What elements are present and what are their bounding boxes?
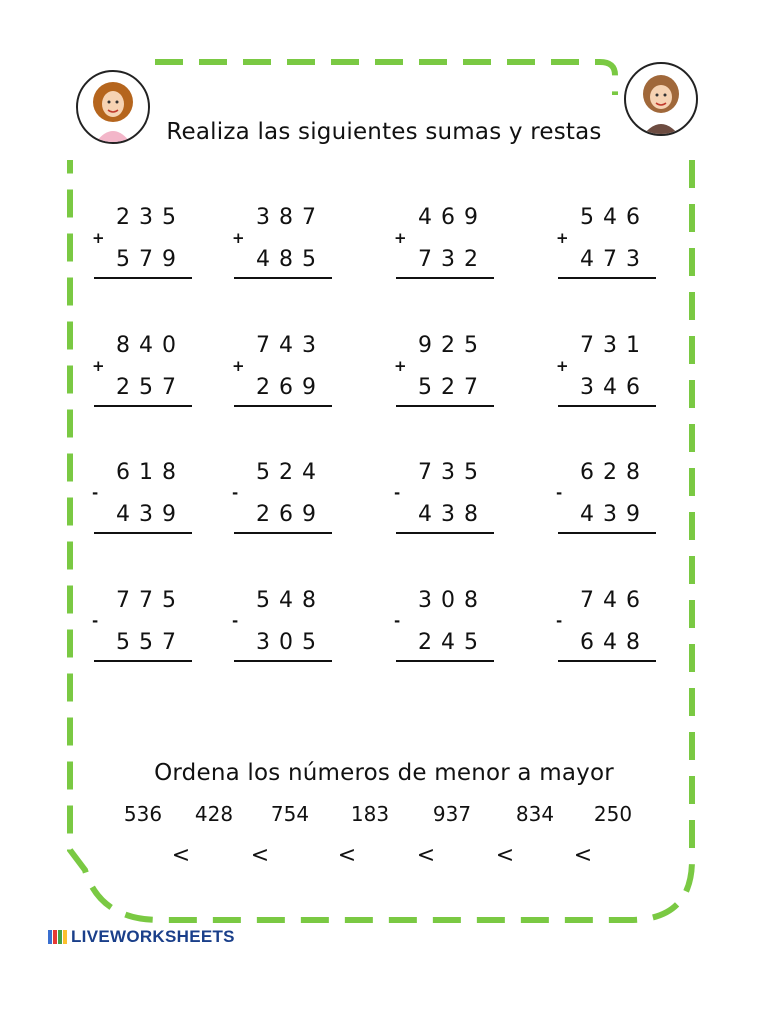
answer-line — [396, 277, 494, 279]
bottom-number: 732 — [418, 247, 487, 272]
answer-line — [234, 660, 332, 662]
brand-name: LIVEWORKSHEETS — [71, 927, 235, 946]
bottom-number: 485 — [256, 247, 325, 272]
math-problem — [232, 588, 348, 668]
top-number: 746 — [580, 588, 649, 613]
brand-logo-icon — [48, 930, 67, 944]
math-problem — [556, 205, 672, 285]
order-number: 250 — [593, 802, 633, 826]
top-number: 235 — [116, 205, 185, 230]
plus-sign: + — [394, 357, 407, 375]
bottom-number: 527 — [418, 375, 487, 400]
answer-line — [396, 660, 494, 662]
minus-sign: - — [394, 612, 401, 630]
worksheet-title: Realiza las siguientes sumas y restas — [166, 119, 602, 145]
math-problem — [92, 333, 208, 413]
answer-line — [234, 277, 332, 279]
top-number: 840 — [116, 333, 185, 358]
top-number: 925 — [418, 333, 487, 358]
answer-line — [558, 277, 656, 279]
answer-line — [558, 660, 656, 662]
liveworksheets-brand — [48, 927, 235, 947]
bottom-number: 557 — [116, 630, 185, 655]
order-number: 536 — [123, 802, 163, 826]
top-number: 735 — [418, 460, 487, 485]
minus-sign: - — [394, 484, 401, 502]
math-problem — [394, 333, 510, 413]
order-number: 937 — [432, 802, 472, 826]
top-number: 618 — [116, 460, 185, 485]
answer-line — [558, 532, 656, 534]
bottom-number: 269 — [256, 375, 325, 400]
order-number: 754 — [270, 802, 310, 826]
bottom-number: 269 — [256, 502, 325, 527]
math-problem — [394, 588, 510, 668]
bottom-number: 648 — [580, 630, 649, 655]
minus-sign: - — [232, 484, 239, 502]
answer-line — [558, 405, 656, 407]
plus-sign: + — [556, 229, 569, 247]
less-than-sign: < — [573, 843, 593, 868]
order-number: 428 — [194, 802, 234, 826]
minus-sign: - — [556, 484, 563, 502]
top-number: 548 — [256, 588, 325, 613]
math-problem — [92, 205, 208, 285]
plus-sign: + — [394, 229, 407, 247]
minus-sign: - — [92, 612, 99, 630]
bottom-number: 438 — [418, 502, 487, 527]
top-number: 546 — [580, 205, 649, 230]
top-number: 743 — [256, 333, 325, 358]
minus-sign: - — [556, 612, 563, 630]
plus-sign: + — [556, 357, 569, 375]
less-than-sign: < — [337, 843, 357, 868]
bottom-number: 579 — [116, 247, 185, 272]
answer-line — [94, 660, 192, 662]
math-problem — [92, 460, 208, 540]
top-number: 524 — [256, 460, 325, 485]
math-problem — [232, 460, 348, 540]
plus-sign: + — [232, 357, 245, 375]
answer-line — [234, 532, 332, 534]
answer-line — [94, 277, 192, 279]
math-problem — [394, 460, 510, 540]
math-problem — [232, 205, 348, 285]
top-number: 469 — [418, 205, 487, 230]
bottom-number: 257 — [116, 375, 185, 400]
answer-line — [396, 532, 494, 534]
answer-line — [396, 405, 494, 407]
plus-sign: + — [92, 357, 105, 375]
math-problem — [92, 588, 208, 668]
bottom-number: 305 — [256, 630, 325, 655]
less-than-sign: < — [250, 843, 270, 868]
top-number: 387 — [256, 205, 325, 230]
bottom-number: 473 — [580, 247, 649, 272]
answer-line — [94, 405, 192, 407]
order-number: 834 — [515, 802, 555, 826]
less-than-sign: < — [495, 843, 515, 868]
order-number: 183 — [350, 802, 390, 826]
bottom-number: 346 — [580, 375, 649, 400]
less-than-sign: < — [171, 843, 191, 868]
math-problem — [232, 333, 348, 413]
bottom-number: 439 — [580, 502, 649, 527]
bottom-number: 439 — [116, 502, 185, 527]
top-number: 775 — [116, 588, 185, 613]
answer-line — [94, 532, 192, 534]
top-number: 308 — [418, 588, 487, 613]
order-title: Ordena los números de menor a mayor — [154, 760, 614, 786]
plus-sign: + — [232, 229, 245, 247]
bottom-number: 245 — [418, 630, 487, 655]
math-problem — [556, 333, 672, 413]
minus-sign: - — [92, 484, 99, 502]
top-number: 628 — [580, 460, 649, 485]
less-than-sign: < — [416, 843, 436, 868]
math-problem — [556, 460, 672, 540]
answer-line — [234, 405, 332, 407]
top-number: 731 — [580, 333, 649, 358]
plus-sign: + — [92, 229, 105, 247]
math-problem — [394, 205, 510, 285]
minus-sign: - — [232, 612, 239, 630]
math-problem — [556, 588, 672, 668]
